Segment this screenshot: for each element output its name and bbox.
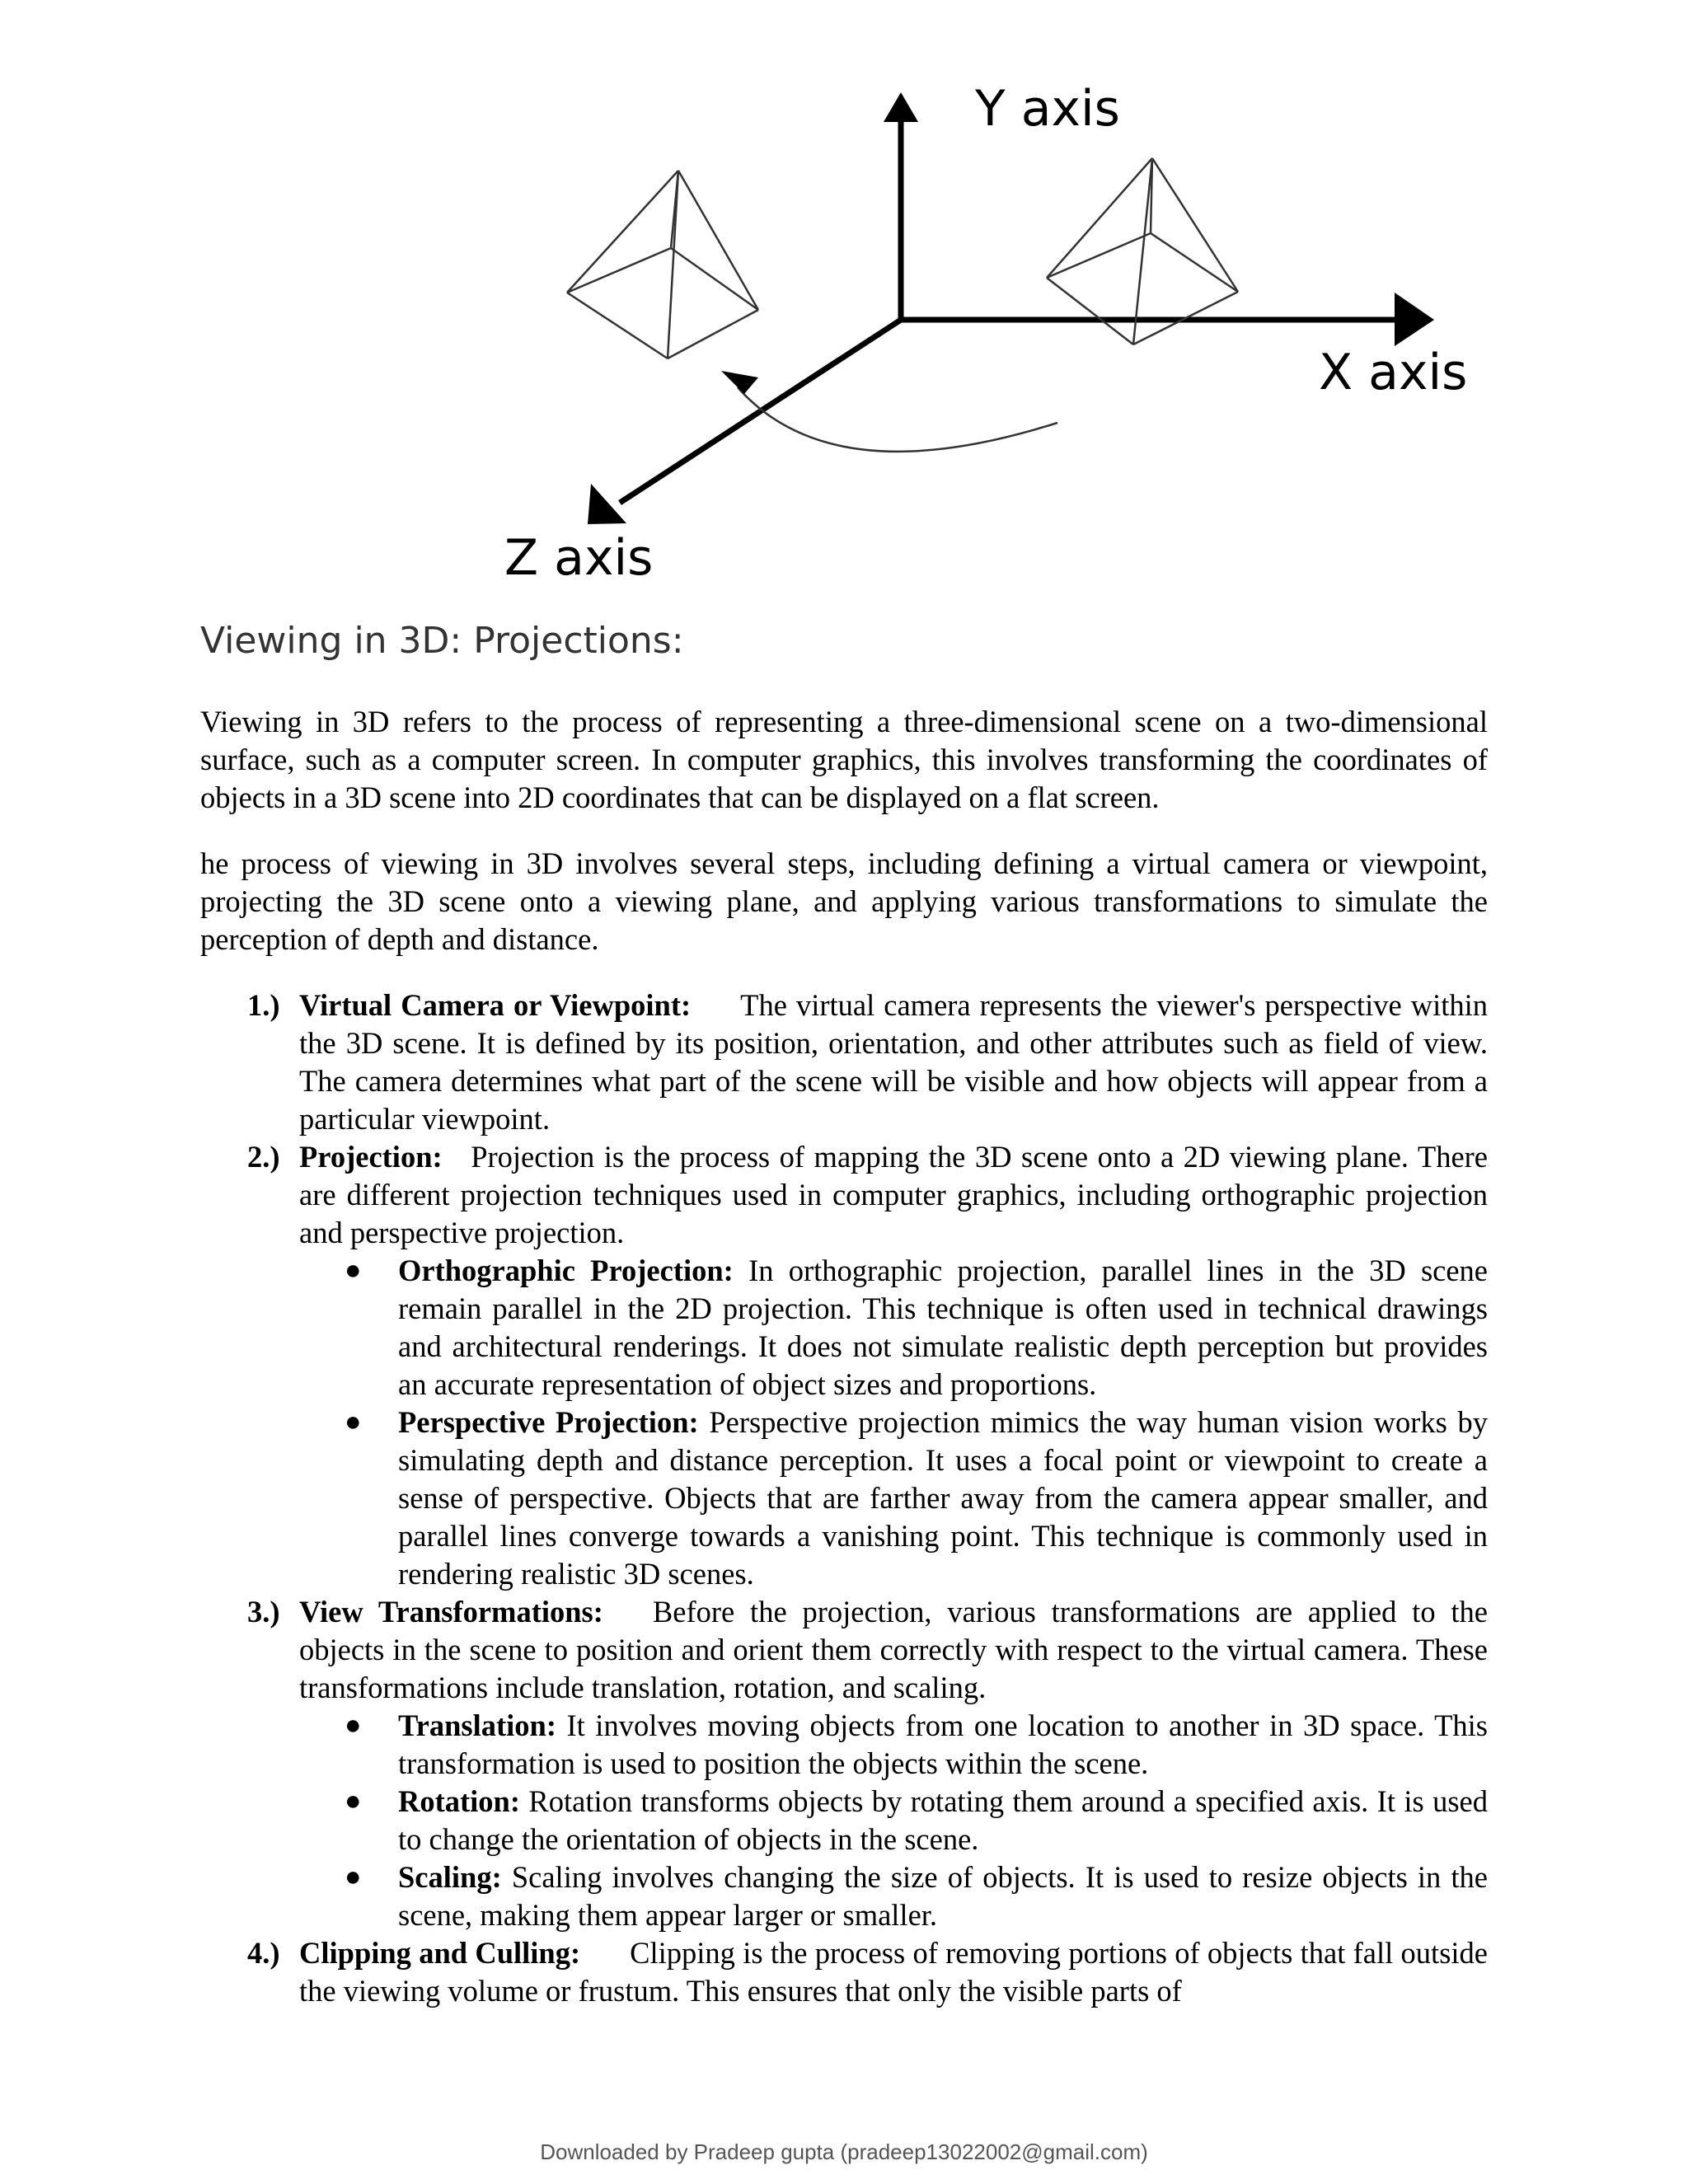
- step-term: Clipping and Culling:: [299, 1936, 581, 1970]
- step-term: Virtual Camera or Viewpoint:: [299, 988, 692, 1022]
- sub-term: Orthographic Projection:: [398, 1254, 734, 1287]
- step-text: Before the projection, various transformations are applied to the objects in the scene to position and orient them correctly with respect to the virtual camera. These transformations include translation, rotation, and scaling.: [299, 1595, 1488, 1704]
- step-clipping-culling: [200, 1934, 1488, 2010]
- x-axis-arrowhead: [1395, 293, 1434, 346]
- list-item-orthographic: [299, 1252, 1488, 1404]
- projection-types-list: [299, 1252, 1488, 1593]
- steps-list: [200, 987, 1488, 2010]
- step-number: 3.): [247, 1595, 280, 1629]
- sub-text: Rotation transforms objects by rotating them around a specified axis. It is used to change the orientation of objects in the scene.: [398, 1784, 1488, 1856]
- bullet-icon: ●: [345, 1862, 362, 1892]
- step-number: 2.): [247, 1140, 280, 1174]
- left-pyramid-icon: [567, 171, 758, 359]
- sub-text: In orthographic projection, parallel lines in the 3D scene remain parallel in the 2D projection. This technique is often used in technical drawings and architectural renderings. It does not simulate realistic depth perception but provides an accurate representation of object sizes and proportions.: [398, 1254, 1489, 1401]
- bullet-icon: ●: [345, 1255, 362, 1286]
- download-footer: Downloaded by Pradeep gupta (pradeep13022002@gmail.com): [540, 2139, 1148, 2164]
- sub-term: Translation:: [398, 1708, 556, 1742]
- section-heading: Viewing in 3D: Projections:: [200, 620, 684, 662]
- sub-text: Scaling involves changing the size of objects. It is used to resize objects in the scene, making them appear larger or smaller.: [398, 1860, 1488, 1932]
- bullet-icon: ●: [345, 1407, 362, 1437]
- list-item-perspective: [299, 1404, 1488, 1593]
- step-term: Projection:: [299, 1140, 443, 1174]
- z-axis-label: Z axis: [504, 529, 654, 587]
- step-term: View Transformations:: [299, 1595, 603, 1629]
- list-item-rotation: [299, 1783, 1488, 1858]
- sub-text: It involves moving objects from one location to another in 3D space. This transformation is used to position the objects within the scene.: [398, 1708, 1489, 1780]
- x-axis-label: X axis: [1319, 344, 1468, 401]
- transformation-types-list: [299, 1707, 1488, 1934]
- step-number: 1.): [247, 988, 280, 1022]
- z-axis-line: [620, 320, 901, 503]
- bullet-icon: ●: [345, 1786, 362, 1816]
- step-text: Clipping is the process of removing portions of objects that fall outside the viewing volume or frustum. This ensures that only the visible parts of: [299, 1936, 1488, 2008]
- step-view-transformations: [200, 1593, 1488, 1934]
- y-axis-arrowhead: [884, 92, 918, 122]
- step-text: The virtual camera represents the viewer's perspective within the 3D scene. It is defined by its position, orientation, and other attributes such as field of view. The camera determines what part of the scene will be visible and how objects will appear from a particular viewpoint.: [299, 988, 1489, 1136]
- list-item-translation: [299, 1707, 1488, 1783]
- process-paragraph: he process of viewing in 3D involves several steps, including defining a virtual camera or viewpoint, projecting the 3D scene onto a viewing plane, and applying various transformations to simulate the perception of depth and distance.: [200, 846, 1488, 956]
- sub-term: Scaling:: [398, 1860, 502, 1894]
- bullet-icon: ●: [345, 1710, 362, 1741]
- 3d-axes-diagram: [0, 0, 1688, 602]
- y-axis-label: Y axis: [975, 80, 1120, 138]
- z-axis-arrowhead: [588, 484, 626, 524]
- step-text: Projection is the process of mapping the 3D scene onto a 2D viewing plane. There are different projection techniques used in computer graphics, including orthographic projection and perspective projection.: [299, 1140, 1488, 1249]
- document-body: [200, 703, 1488, 2010]
- step-virtual-camera: [200, 987, 1488, 1138]
- right-pyramid-icon: [1047, 158, 1238, 344]
- intro-paragraph: Viewing in 3D refers to the process of representing a three-dimensional scene on a two-dimensional surface, such as a computer screen. In computer graphics, this involves transforming the coordinates of objects in a 3D scene into 2D coordinates that can be displayed on a flat screen.: [200, 705, 1488, 814]
- sub-text: Perspective projection mimics the way human vision works by simulating depth and distance perception. It uses a focal point or viewpoint to create a sense of perspective. Objects that are farther away from the camera appear smaller, and parallel lines converge towards a vanishing point. This technique is commonly used in rendering realistic 3D scenes.: [398, 1405, 1489, 1591]
- sub-term: Perspective Projection:: [398, 1405, 699, 1439]
- sub-term: Rotation:: [398, 1784, 521, 1818]
- step-number: 4.): [247, 1936, 280, 1970]
- step-projection: [200, 1138, 1488, 1593]
- list-item-scaling: [299, 1858, 1488, 1934]
